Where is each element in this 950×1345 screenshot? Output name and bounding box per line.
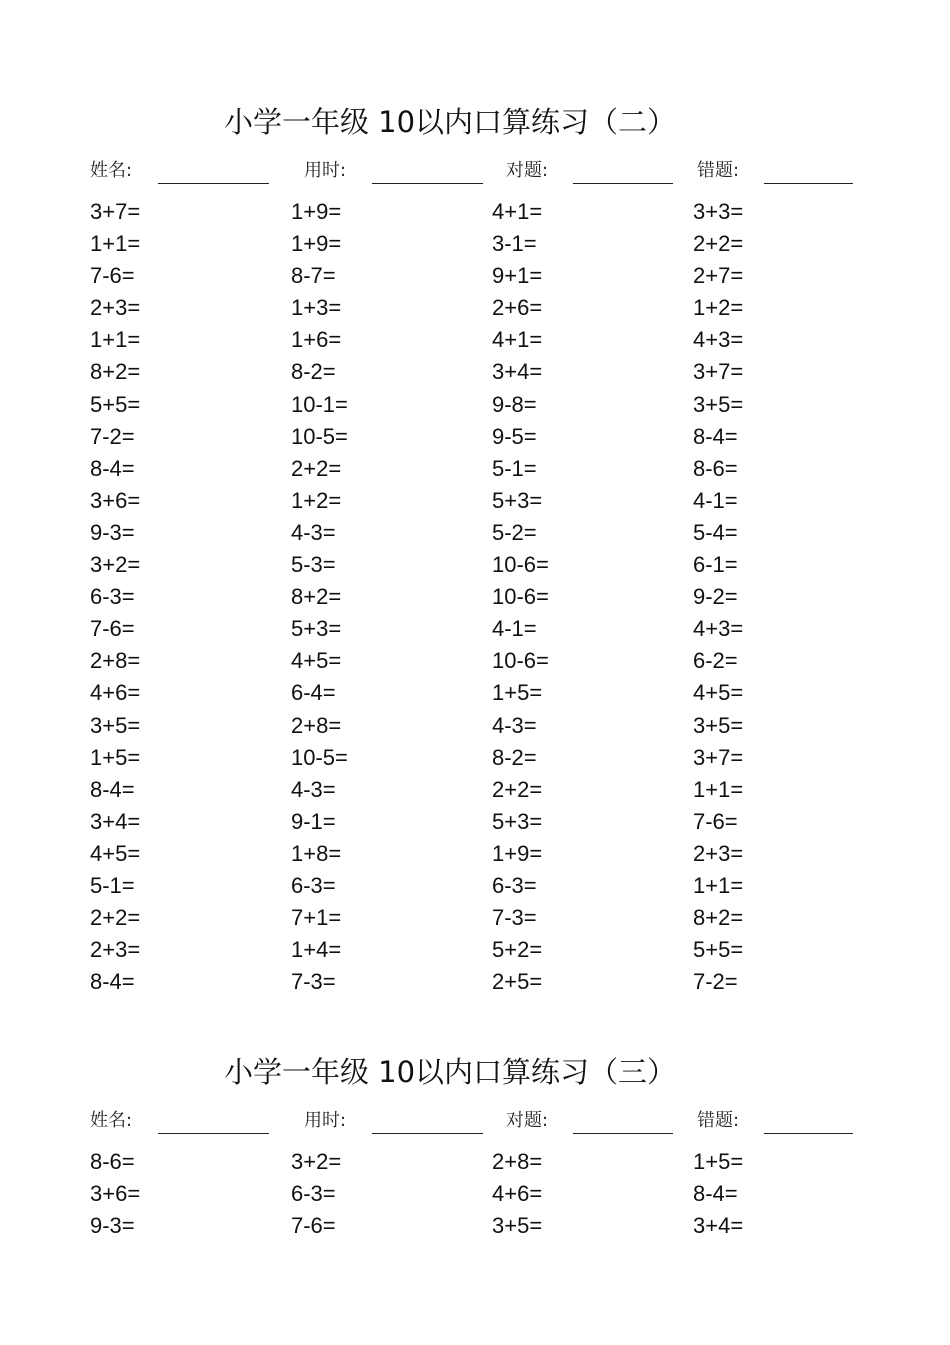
arithmetic-problem: 8-4= [90, 455, 135, 481]
arithmetic-problem: 1+1= [693, 872, 744, 898]
arithmetic-problem: 7-3= [291, 969, 336, 995]
problem-row [0, 966, 950, 998]
arithmetic-problem: 5+5= [90, 391, 141, 417]
arithmetic-problem: 10-6= [492, 584, 549, 610]
name-label: 姓名: [90, 1110, 133, 1131]
arithmetic-problem: 5+2= [492, 937, 543, 963]
arithmetic-problem: 7-6= [291, 1213, 336, 1239]
arithmetic-problem: 6-3= [291, 872, 336, 898]
arithmetic-problem: 3+2= [90, 552, 141, 578]
name-blank[interactable] [158, 1133, 269, 1134]
problem-row [0, 1178, 950, 1210]
arithmetic-problem: 10-6= [492, 648, 549, 674]
problem-row [0, 613, 950, 645]
arithmetic-problem: 5+3= [492, 487, 543, 513]
arithmetic-problem: 9-1= [291, 808, 336, 834]
arithmetic-problem: 2+2= [693, 231, 744, 257]
problem-row [0, 453, 950, 485]
arithmetic-problem: 1+9= [291, 231, 342, 257]
arithmetic-problem: 9-3= [90, 1213, 135, 1239]
arithmetic-problem: 9-2= [693, 584, 738, 610]
arithmetic-problem: 4-1= [693, 487, 738, 513]
arithmetic-problem: 3-1= [492, 231, 537, 257]
arithmetic-problem: 5+5= [693, 937, 744, 963]
arithmetic-problem: 4-3= [291, 519, 336, 545]
arithmetic-problem: 3+5= [492, 1213, 543, 1239]
arithmetic-problem: 8-6= [693, 455, 738, 481]
problem-row [0, 485, 950, 517]
arithmetic-problem: 6-3= [492, 872, 537, 898]
arithmetic-problem: 3+3= [693, 199, 744, 224]
arithmetic-problem: 8-4= [693, 1181, 738, 1207]
problem-row [0, 806, 950, 838]
problem-row [0, 581, 950, 613]
arithmetic-problem: 3+4= [492, 359, 543, 385]
name-blank[interactable] [158, 183, 269, 184]
arithmetic-problem: 5-1= [492, 455, 537, 481]
arithmetic-problem: 10-1= [291, 391, 348, 417]
arithmetic-problem: 5-1= [90, 872, 135, 898]
arithmetic-problem: 2+2= [90, 905, 141, 931]
arithmetic-problem: 3+4= [693, 1213, 744, 1239]
wrong-label: 错题: [697, 160, 740, 181]
arithmetic-problem: 5+3= [492, 808, 543, 834]
arithmetic-problem: 1+1= [90, 231, 141, 257]
arithmetic-problem: 3+4= [90, 808, 141, 834]
arithmetic-problem: 4-1= [492, 616, 537, 642]
arithmetic-problem: 1+1= [693, 776, 744, 802]
arithmetic-problem: 2+8= [90, 648, 141, 674]
worksheet-title: 小学一年级 10以内口算练习（三） [223, 1055, 677, 1089]
arithmetic-problem: 1+1= [90, 327, 141, 353]
arithmetic-problem: 8-2= [492, 744, 537, 770]
arithmetic-problem: 5-2= [492, 519, 537, 545]
problem-row [0, 870, 950, 902]
problem-row [0, 710, 950, 742]
arithmetic-problem: 1+3= [291, 295, 342, 321]
arithmetic-problem: 9-8= [492, 391, 537, 417]
arithmetic-problem: 4+5= [90, 840, 141, 866]
arithmetic-problem: 4+6= [90, 680, 141, 706]
arithmetic-problem: 1+9= [492, 840, 543, 866]
arithmetic-problem: 4-3= [291, 776, 336, 802]
arithmetic-problem: 3+7= [693, 744, 744, 770]
problem-row [0, 1210, 950, 1242]
problem-row [0, 196, 950, 228]
problem-row [0, 389, 950, 421]
arithmetic-problem: 3+5= [693, 391, 744, 417]
arithmetic-problem: 3+5= [693, 712, 744, 738]
arithmetic-problem: 1+4= [291, 937, 342, 963]
time-blank[interactable] [372, 1133, 483, 1134]
arithmetic-problem: 1+6= [291, 327, 342, 353]
arithmetic-problem: 4+3= [693, 327, 744, 353]
arithmetic-problem: 10-5= [291, 744, 348, 770]
name-label: 姓名: [90, 160, 133, 181]
time-label: 用时: [304, 160, 347, 181]
arithmetic-problem: 8-7= [291, 263, 336, 289]
student-info-row [0, 1105, 950, 1137]
arithmetic-problem: 1+2= [291, 487, 342, 513]
arithmetic-problem: 5-4= [693, 519, 738, 545]
problem-row [0, 677, 950, 709]
correct-blank[interactable] [573, 183, 673, 184]
time-label: 用时: [304, 1110, 347, 1131]
arithmetic-problem: 8-4= [693, 423, 738, 449]
arithmetic-problem: 7-3= [492, 905, 537, 931]
problem-row [0, 1146, 950, 1178]
arithmetic-problem: 6-4= [291, 680, 336, 706]
problem-row [0, 934, 950, 966]
arithmetic-problem: 4+3= [693, 616, 744, 642]
problem-row [0, 517, 950, 549]
arithmetic-problem: 2+5= [492, 969, 543, 995]
arithmetic-problem: 6-3= [291, 1181, 336, 1207]
arithmetic-problem: 1+9= [291, 199, 342, 224]
wrong-blank[interactable] [764, 183, 853, 184]
arithmetic-problem: 9-3= [90, 519, 135, 545]
arithmetic-problem: 7+1= [291, 905, 342, 931]
arithmetic-problem: 6-2= [693, 648, 738, 674]
correct-blank[interactable] [573, 1133, 673, 1134]
arithmetic-problem: 2+7= [693, 263, 744, 289]
arithmetic-problem: 8-4= [90, 969, 135, 995]
wrong-label: 错题: [697, 1110, 740, 1131]
arithmetic-problem: 1+5= [693, 1149, 744, 1174]
problem-row [0, 774, 950, 806]
problem-row [0, 356, 950, 388]
problem-grid [0, 196, 950, 998]
problem-row [0, 421, 950, 453]
arithmetic-problem: 7-6= [90, 616, 135, 642]
arithmetic-problem: 6-1= [693, 552, 738, 578]
correct-label: 对题: [506, 1110, 549, 1131]
problem-grid [0, 1146, 950, 1242]
arithmetic-problem: 2+8= [291, 712, 342, 738]
arithmetic-problem: 2+2= [291, 455, 342, 481]
arithmetic-problem: 9-5= [492, 423, 537, 449]
problem-row [0, 742, 950, 774]
arithmetic-problem: 8+2= [291, 584, 342, 610]
correct-label: 对题: [506, 160, 549, 181]
arithmetic-problem: 1+2= [693, 295, 744, 321]
problem-row [0, 549, 950, 581]
arithmetic-problem: 10-6= [492, 552, 549, 578]
arithmetic-problem: 4+5= [693, 680, 744, 706]
arithmetic-problem: 3+6= [90, 487, 141, 513]
problem-row [0, 324, 950, 356]
arithmetic-problem: 7-2= [693, 969, 738, 995]
problem-row [0, 902, 950, 934]
arithmetic-problem: 8+2= [90, 359, 141, 385]
arithmetic-problem: 3+7= [90, 199, 141, 224]
arithmetic-problem: 7-2= [90, 423, 135, 449]
arithmetic-problem: 1+5= [90, 744, 141, 770]
arithmetic-problem: 3+2= [291, 1149, 342, 1174]
arithmetic-problem: 7-6= [693, 808, 738, 834]
arithmetic-problem: 3+6= [90, 1181, 141, 1207]
problem-row [0, 292, 950, 324]
arithmetic-problem: 2+6= [492, 295, 543, 321]
arithmetic-problem: 5-3= [291, 552, 336, 578]
arithmetic-problem: 2+3= [90, 295, 141, 321]
problem-row [0, 838, 950, 870]
arithmetic-problem: 8-2= [291, 359, 336, 385]
time-blank[interactable] [372, 183, 483, 184]
arithmetic-problem: 5+3= [291, 616, 342, 642]
arithmetic-problem: 2+8= [492, 1149, 543, 1174]
arithmetic-problem: 8+2= [693, 905, 744, 931]
arithmetic-problem: 7-6= [90, 263, 135, 289]
arithmetic-problem: 2+2= [492, 776, 543, 802]
arithmetic-problem: 3+7= [693, 359, 744, 385]
arithmetic-problem: 4+1= [492, 327, 543, 353]
arithmetic-problem: 8-6= [90, 1149, 135, 1174]
problem-row [0, 645, 950, 677]
wrong-blank[interactable] [764, 1133, 853, 1134]
worksheet-title: 小学一年级 10以内口算练习（二） [223, 105, 677, 139]
problem-row [0, 260, 950, 292]
arithmetic-problem: 4+6= [492, 1181, 543, 1207]
problem-row [0, 228, 950, 260]
arithmetic-problem: 2+3= [90, 937, 141, 963]
arithmetic-problem: 10-5= [291, 423, 348, 449]
arithmetic-problem: 3+5= [90, 712, 141, 738]
arithmetic-problem: 8-4= [90, 776, 135, 802]
student-info-row [0, 155, 950, 187]
arithmetic-problem: 4-3= [492, 712, 537, 738]
arithmetic-problem: 1+5= [492, 680, 543, 706]
arithmetic-problem: 9+1= [492, 263, 543, 289]
arithmetic-problem: 1+8= [291, 840, 342, 866]
arithmetic-problem: 4+5= [291, 648, 342, 674]
arithmetic-problem: 6-3= [90, 584, 135, 610]
arithmetic-problem: 2+3= [693, 840, 744, 866]
arithmetic-problem: 4+1= [492, 199, 543, 224]
